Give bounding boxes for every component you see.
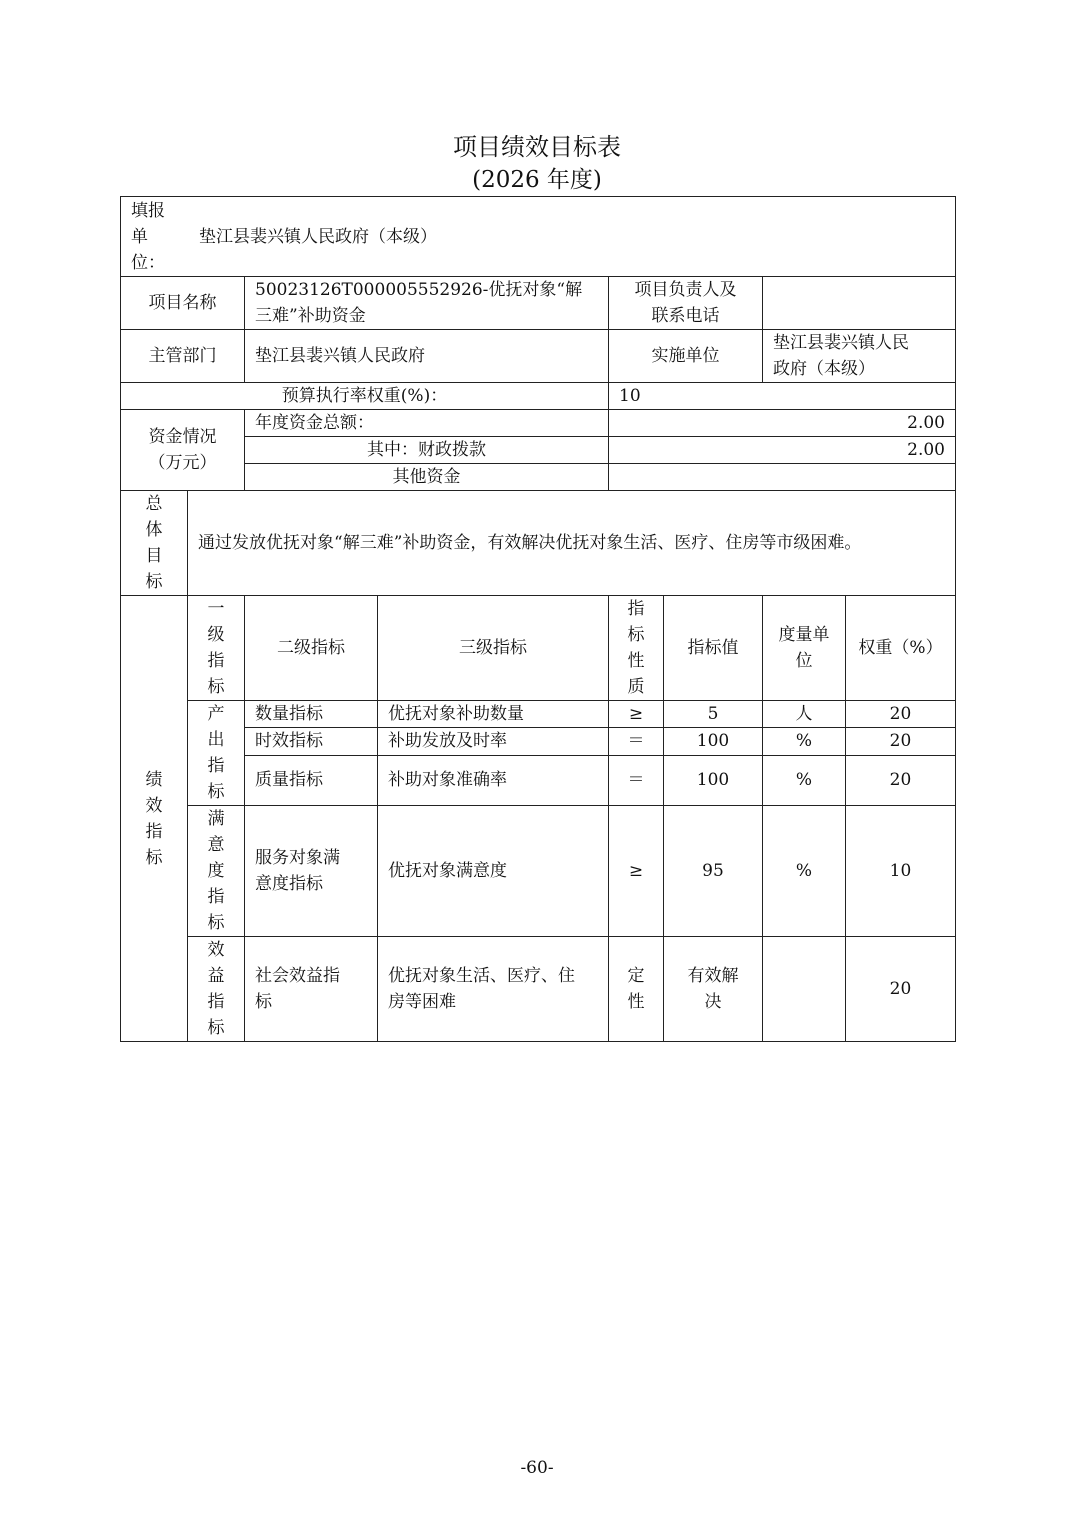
group-benefit-label: 效 益 指 标	[188, 937, 245, 1042]
group-satisfaction-label: 满 意 度 指 标	[188, 806, 245, 937]
row-unit: %	[763, 728, 846, 755]
row-unit: %	[763, 755, 846, 806]
row-unit	[763, 937, 846, 1042]
contact-value	[763, 277, 956, 330]
project-name-value: 50023126T000005552926-优抚对象“解 三难”补助资金	[245, 277, 609, 330]
row-level3: 优抚对象满意度	[378, 806, 609, 937]
row-weight: 20	[846, 755, 956, 806]
row-level2: 服务对象满 意度指标	[245, 806, 378, 937]
department-row	[121, 330, 956, 383]
funds-fiscal-row	[121, 437, 956, 464]
row-nature: 定 性	[609, 937, 664, 1042]
project-name-label: 项目名称	[121, 277, 245, 330]
funds-other-value	[609, 464, 956, 491]
row-weight: 20	[846, 728, 956, 755]
funds-other-row	[121, 464, 956, 491]
contact-label: 项目负责人及 联系电话	[609, 277, 763, 330]
indicator-row	[121, 937, 956, 1042]
row-unit: %	[763, 806, 846, 937]
page-title: 项目绩效目标表	[453, 133, 621, 161]
header-level3: 三级指标	[378, 596, 609, 701]
funds-total-label: 年度资金总额：	[245, 410, 609, 437]
row-nature: ＝	[609, 755, 664, 806]
row-level2: 数量指标	[245, 701, 378, 728]
unit-row	[121, 197, 956, 277]
funds-other-label: 其他资金	[245, 464, 609, 491]
row-nature: ＝	[609, 728, 664, 755]
unit-value: 垫江县裴兴镇人民政府（本级）	[199, 227, 437, 247]
impl-unit-label: 实施单位	[609, 330, 763, 383]
budget-rate-label: 预算执行率权重(%)：	[121, 383, 609, 410]
row-nature: ≥	[609, 806, 664, 937]
funds-total-row	[121, 410, 956, 437]
header-weight: 权重（%）	[846, 596, 956, 701]
row-level2: 质量指标	[245, 755, 378, 806]
funds-label: 资金情况 （万元）	[121, 410, 245, 491]
row-value: 95	[664, 806, 763, 937]
row-nature: ≥	[609, 701, 664, 728]
row-unit: 人	[763, 701, 846, 728]
goal-row	[121, 491, 956, 596]
page-number: -60-	[520, 1458, 554, 1478]
row-level3: 优抚对象生活、医疗、住 房等困难	[378, 937, 609, 1042]
page-subtitle: (2026 年度)	[472, 167, 602, 193]
row-weight: 20	[846, 701, 956, 728]
row-weight: 20	[846, 937, 956, 1042]
impl-unit-value: 垫江县裴兴镇人民 政府（本级）	[763, 330, 956, 383]
header-value: 指标值	[664, 596, 763, 701]
indicator-row	[121, 728, 956, 755]
row-value: 100	[664, 755, 763, 806]
row-value: 有效解 决	[664, 937, 763, 1042]
project-name-row	[121, 277, 956, 330]
header-nature: 指 标 性 质	[609, 596, 664, 701]
row-value: 100	[664, 728, 763, 755]
indicator-row	[121, 755, 956, 806]
indicators-section-label: 绩 效 指 标	[121, 596, 188, 1042]
budget-rate-row	[121, 383, 956, 410]
department-value: 垫江县裴兴镇人民政府	[245, 330, 609, 383]
row-level3: 补助对象准确率	[378, 755, 609, 806]
header-level1: 一 级 指 标	[188, 596, 245, 701]
indicator-row	[121, 806, 956, 937]
goal-label: 总 体 目 标	[121, 491, 188, 596]
unit-label: 填报 单 位：	[131, 201, 165, 273]
header-level2: 二级指标	[245, 596, 378, 701]
indicator-header-row	[121, 596, 956, 701]
budget-rate-value: 10	[609, 383, 956, 410]
performance-goal-table	[120, 196, 956, 1042]
row-level2: 社会效益指 标	[245, 937, 378, 1042]
goal-text: 通过发放优抚对象“解三难”补助资金，有效解决优抚对象生活、医疗、住房等市级困难。	[188, 491, 956, 596]
indicator-row	[121, 701, 956, 728]
group-output-label: 产 出 指 标	[188, 701, 245, 806]
row-value: 5	[664, 701, 763, 728]
header-unit: 度量单 位	[763, 596, 846, 701]
row-level2: 时效指标	[245, 728, 378, 755]
funds-fiscal-label: 其中：财政拨款	[245, 437, 609, 464]
department-label: 主管部门	[121, 330, 245, 383]
funds-total-value: 2.00	[609, 410, 956, 437]
funds-fiscal-value: 2.00	[609, 437, 956, 464]
row-level3: 补助发放及时率	[378, 728, 609, 755]
row-level3: 优抚对象补助数量	[378, 701, 609, 728]
row-weight: 10	[846, 806, 956, 937]
